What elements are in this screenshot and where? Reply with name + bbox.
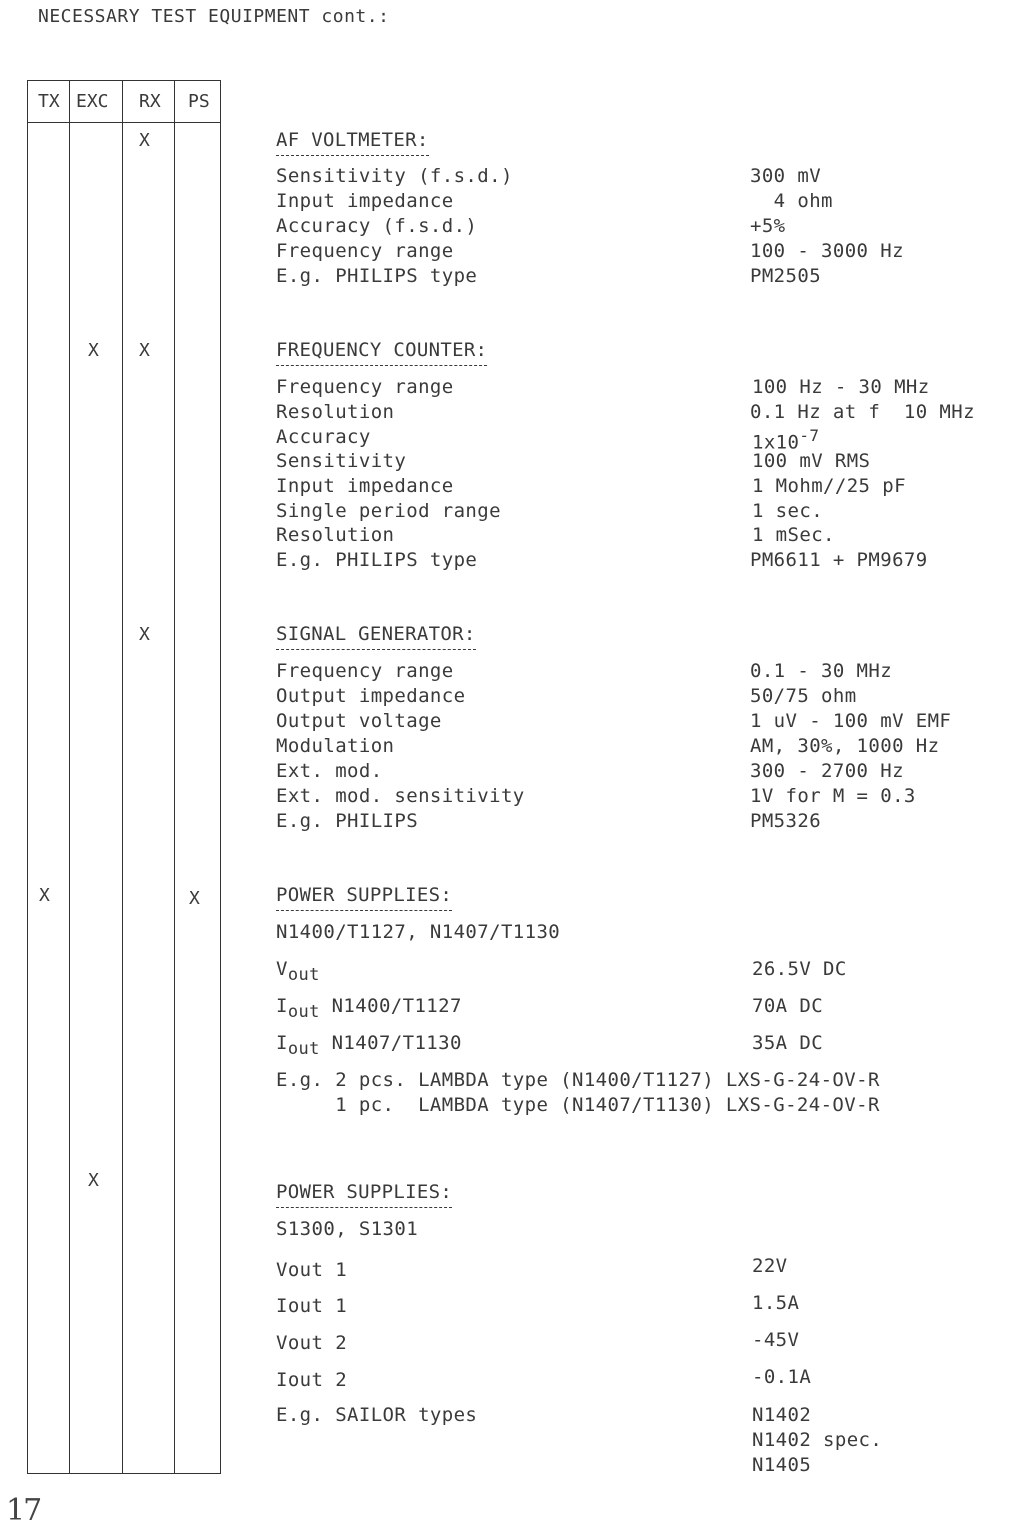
vout-symbol: V bbox=[276, 958, 288, 980]
spec-value: 1 Mohm//25 pF bbox=[752, 475, 906, 497]
spec-label: Frequency range bbox=[276, 660, 454, 682]
section-subtitle: S1300, S1301 bbox=[276, 1218, 419, 1240]
spec-label: Sensitivity bbox=[276, 450, 407, 472]
spec-value: 26.5V DC bbox=[752, 958, 847, 980]
iout-subscript: out bbox=[287, 1002, 320, 1022]
spec-value: 0.1 Hz at f 10 MHz bbox=[750, 401, 975, 423]
spec-value: -0.1A bbox=[752, 1366, 812, 1388]
section-title-power-supplies: POWER SUPPLIES: bbox=[276, 1181, 453, 1203]
iout-model: N1407/T1130 bbox=[331, 1032, 462, 1054]
column-header-ps: PS bbox=[188, 91, 210, 112]
section-title-power-supplies: POWER SUPPLIES: bbox=[276, 884, 453, 906]
example-value: N1405 bbox=[752, 1454, 812, 1476]
mark-ps2-exc: X bbox=[88, 1170, 99, 1191]
accuracy-base: 1x10 bbox=[752, 431, 800, 454]
example-label: E.g. SAILOR types bbox=[276, 1404, 478, 1426]
spec-value-accuracy bbox=[752, 428, 819, 452]
spec-value: -45V bbox=[752, 1329, 800, 1351]
mark-ps1-ps: X bbox=[189, 888, 200, 909]
column-divider bbox=[69, 80, 70, 1474]
spec-value: 4 ohm bbox=[750, 190, 833, 212]
spec-value: 1 uV - 100 mV EMF bbox=[750, 710, 952, 732]
spec-label: Sensitivity (f.s.d.) bbox=[276, 165, 513, 187]
column-divider bbox=[174, 80, 175, 1474]
vout-subscript: out bbox=[287, 965, 320, 985]
section-title-signal-generator: SIGNAL GENERATOR: bbox=[276, 623, 476, 645]
iout-symbol: I bbox=[276, 995, 288, 1017]
spec-label: Output voltage bbox=[276, 710, 442, 732]
spec-label: Output impedance bbox=[276, 685, 466, 707]
spec-label: Ext. mod. sensitivity bbox=[276, 785, 525, 807]
spec-value: AM, 30%, 1000 Hz bbox=[750, 735, 940, 757]
spec-value: 1 sec. bbox=[752, 500, 824, 522]
spec-value: 0.1 - 30 MHz bbox=[750, 660, 893, 682]
spec-label: Iout 2 bbox=[276, 1369, 348, 1391]
spec-value: 35A DC bbox=[752, 1032, 824, 1054]
spec-label: Single period range bbox=[276, 500, 501, 522]
spec-value: 50/75 ohm bbox=[750, 685, 857, 707]
spec-label: Vout 2 bbox=[276, 1332, 348, 1354]
spec-label: Accuracy bbox=[276, 426, 371, 448]
spec-value: 100 Hz - 30 MHz bbox=[752, 376, 930, 398]
column-header-rx: RX bbox=[139, 91, 161, 112]
spec-label: Frequency range bbox=[276, 376, 454, 398]
spec-value: PM5326 bbox=[750, 810, 822, 832]
spec-label: Modulation bbox=[276, 735, 395, 757]
spec-value: +5% bbox=[750, 215, 786, 237]
spec-value: 300 mV bbox=[750, 165, 822, 187]
spec-label: Ext. mod. bbox=[276, 760, 383, 782]
spec-label: E.g. PHILIPS type bbox=[276, 549, 478, 571]
iout-model: N1400/T1127 bbox=[331, 995, 462, 1017]
column-header-exc: EXC bbox=[76, 91, 109, 112]
mark-fc-rx: X bbox=[139, 340, 150, 361]
accuracy-exponent: -7 bbox=[799, 426, 820, 445]
spec-value: 1.5A bbox=[752, 1292, 800, 1314]
equipment-matrix-table bbox=[27, 80, 221, 1474]
spec-value: PM2505 bbox=[750, 265, 822, 287]
spec-value: 1V for M = 0.3 bbox=[750, 785, 916, 807]
spec-label-iout-n1400 bbox=[276, 995, 462, 1022]
page-header: NECESSARY TEST EQUIPMENT cont.: bbox=[38, 6, 390, 27]
example-line: E.g. 2 pcs. LAMBDA type (N1400/T1127) LXS-G-24-OV-R bbox=[276, 1069, 880, 1091]
spec-value: 100 mV RMS bbox=[752, 450, 871, 472]
iout-subscript: out bbox=[287, 1039, 320, 1059]
mark-fc-exc: X bbox=[88, 340, 99, 361]
spec-label: E.g. PHILIPS type bbox=[276, 265, 478, 287]
spec-value: 1 mSec. bbox=[752, 524, 835, 546]
page-number: 17 bbox=[6, 1493, 41, 1528]
column-divider bbox=[122, 80, 123, 1474]
spec-label: Input impedance bbox=[276, 475, 454, 497]
example-line: 1 pc. LAMBDA type (N1407/T1130) LXS-G-24-OV-R bbox=[276, 1094, 880, 1116]
section-title-af-voltmeter: AF VOLTMETER: bbox=[276, 129, 429, 151]
spec-label: Frequency range bbox=[276, 240, 454, 262]
mark-ps1-tx: X bbox=[39, 885, 50, 906]
spec-value: 300 - 2700 Hz bbox=[750, 760, 904, 782]
spec-label: Vout 1 bbox=[276, 1259, 348, 1281]
mark-sg-rx: X bbox=[139, 624, 150, 645]
example-value: N1402 spec. bbox=[752, 1429, 883, 1451]
section-subtitle: N1400/T1127, N1407/T1130 bbox=[276, 921, 561, 943]
spec-label: Resolution bbox=[276, 524, 395, 546]
spec-label: Input impedance bbox=[276, 190, 454, 212]
spec-value: 22V bbox=[752, 1255, 788, 1277]
spec-label-vout bbox=[276, 958, 320, 985]
spec-label-iout-n1407 bbox=[276, 1032, 462, 1059]
spec-label: Iout 1 bbox=[276, 1295, 348, 1317]
header-divider bbox=[27, 122, 221, 123]
mark-af-rx: X bbox=[139, 130, 150, 151]
spec-value: 70A DC bbox=[752, 995, 824, 1017]
spec-label: Resolution bbox=[276, 401, 395, 423]
section-title-frequency-counter: FREQUENCY COUNTER: bbox=[276, 339, 488, 361]
iout-symbol: I bbox=[276, 1032, 288, 1054]
example-value: N1402 bbox=[752, 1404, 812, 1426]
spec-label: E.g. PHILIPS bbox=[276, 810, 419, 832]
spec-label: Accuracy (f.s.d.) bbox=[276, 215, 478, 237]
spec-value: PM6611 + PM9679 bbox=[750, 549, 928, 571]
spec-value: 100 - 3000 Hz bbox=[750, 240, 904, 262]
column-header-tx: TX bbox=[38, 91, 60, 112]
